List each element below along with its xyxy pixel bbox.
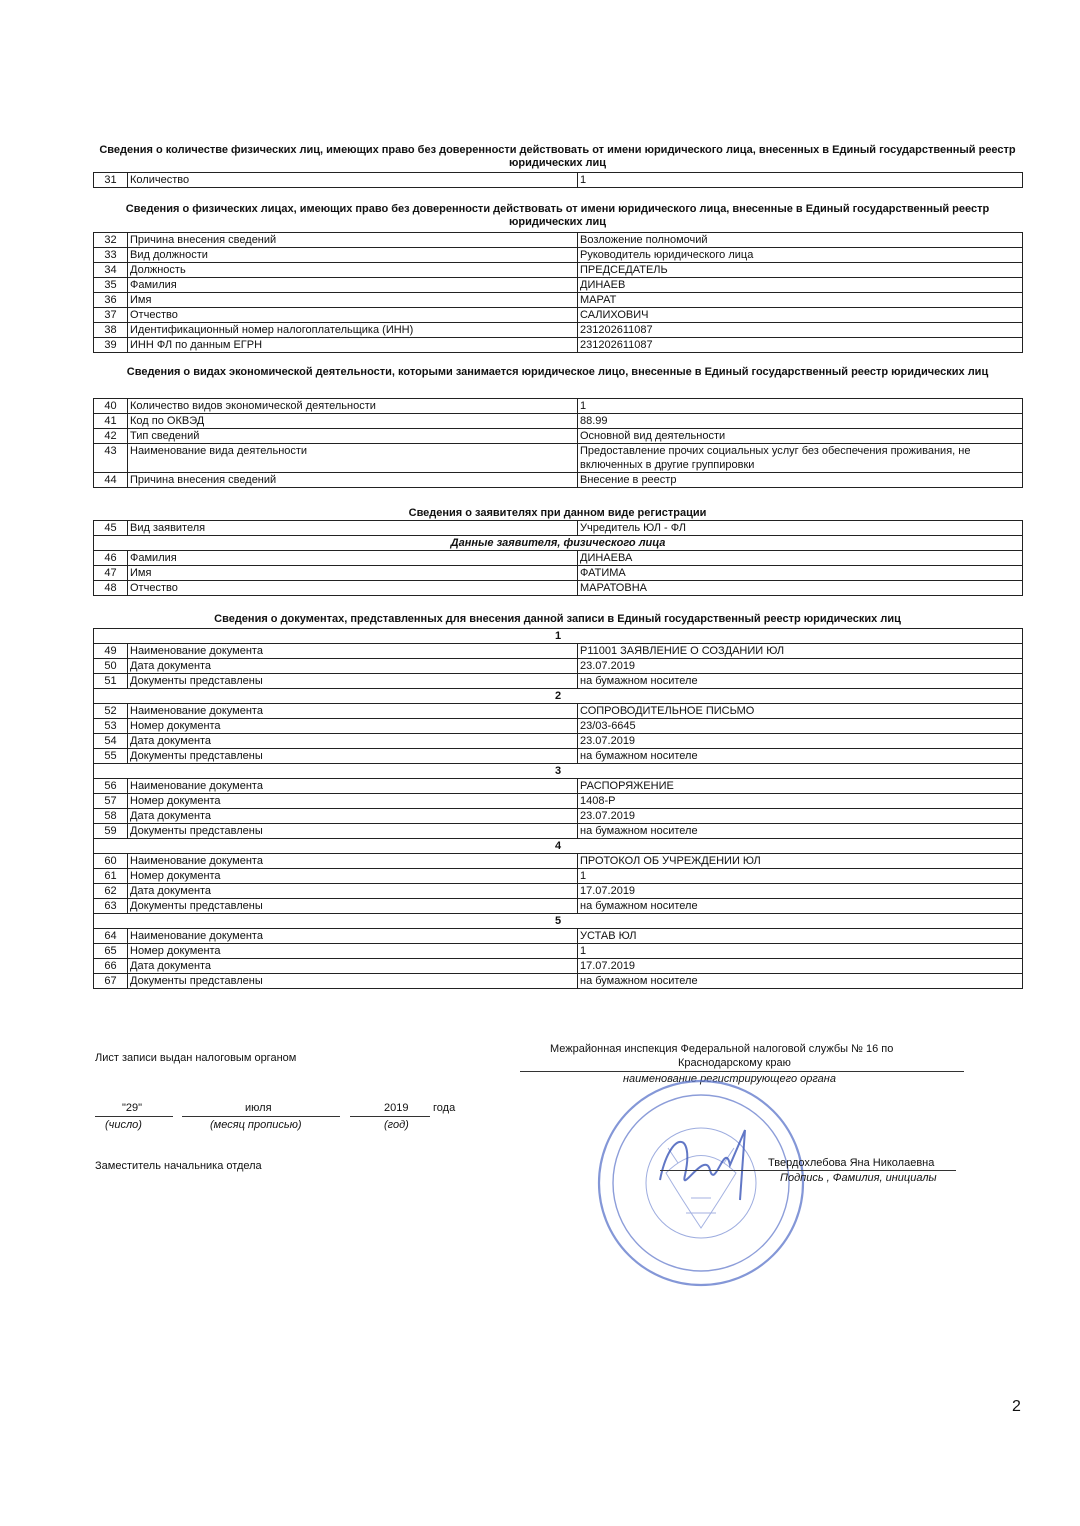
row-number: 62 — [94, 884, 128, 899]
row-label: Наименование документа — [128, 644, 578, 659]
row-number: 58 — [94, 809, 128, 824]
row-number: 42 — [94, 429, 128, 444]
table-row — [94, 674, 1023, 689]
row-label: Количество видов экономической деятельности — [128, 399, 578, 414]
row-number: 66 — [94, 959, 128, 974]
row-label: Документы представлены — [128, 824, 578, 839]
row-value: 1 — [578, 399, 1023, 414]
row-value: ПРОТОКОЛ ОБ УЧРЕЖДЕНИИ ЮЛ — [578, 854, 1023, 869]
row-number: 32 — [94, 233, 128, 248]
table-row — [94, 899, 1023, 914]
table-row — [94, 749, 1023, 764]
row-value: 17.07.2019 — [578, 884, 1023, 899]
row-label: Отчество — [128, 581, 578, 596]
row-value: 1 — [578, 869, 1023, 884]
row-label: Отчество — [128, 308, 578, 323]
row-number: 54 — [94, 734, 128, 749]
row-value: Учредитель ЮЛ - ФЛ — [578, 521, 1023, 536]
row-number: 51 — [94, 674, 128, 689]
row-value: ПРЕДСЕДАТЕЛЬ — [578, 263, 1023, 278]
subheading-row — [94, 536, 1023, 551]
table-row — [94, 233, 1023, 248]
row-label: Идентификационный номер налогоплательщика (ИНН) — [128, 323, 578, 338]
row-value: на бумажном носителе — [578, 899, 1023, 914]
row-label: Дата документа — [128, 659, 578, 674]
row-label: Дата документа — [128, 884, 578, 899]
row-number: 47 — [94, 566, 128, 581]
activities-table — [93, 398, 1023, 488]
row-number: 34 — [94, 263, 128, 278]
issued-label: Лист записи выдан налоговым органом — [95, 1052, 297, 1064]
document-group-row — [94, 839, 1023, 854]
table-row — [94, 719, 1023, 734]
row-label: Количество — [128, 173, 578, 188]
table-row — [94, 521, 1023, 536]
table-row — [94, 644, 1023, 659]
section-32-heading: Сведения о физических лицах, имеющих право без доверенности действовать от имени юридического лица, внесенные в Единый государственный реестр юридических лиц — [125, 203, 990, 228]
applicants-table — [93, 520, 1023, 596]
section-40-heading: Сведения о видах экономической деятельности, которыми занимается юридическое лицо, внесенные в Единый государственный реестр юридических лиц — [126, 366, 989, 378]
date-month: июля — [245, 1102, 272, 1114]
row-label: Тип сведений — [128, 429, 578, 444]
signer-position: Заместитель начальника отдела — [95, 1160, 262, 1172]
row-number: 65 — [94, 944, 128, 959]
row-value: на бумажном носителе — [578, 974, 1023, 989]
row-label: Имя — [128, 293, 578, 308]
row-value: ДИНАЕВ — [578, 278, 1023, 293]
row-value: на бумажном носителе — [578, 824, 1023, 839]
row-label: Фамилия — [128, 551, 578, 566]
table-row — [94, 551, 1023, 566]
row-number: 67 — [94, 974, 128, 989]
row-number: 44 — [94, 473, 128, 488]
count-table — [93, 172, 1023, 188]
persons-table — [93, 232, 1023, 353]
row-value: 88.99 — [578, 414, 1023, 429]
row-value: 23.07.2019 — [578, 809, 1023, 824]
row-label: Имя — [128, 566, 578, 581]
row-value: 231202611087 — [578, 338, 1023, 353]
row-label: Должность — [128, 263, 578, 278]
row-value: МАРАТ — [578, 293, 1023, 308]
document-group-row — [94, 914, 1023, 929]
row-label: Номер документа — [128, 794, 578, 809]
date-day-underline — [95, 1116, 173, 1117]
row-value: Руководитель юридического лица — [578, 248, 1023, 263]
row-label: Причина внесения сведений — [128, 233, 578, 248]
row-value: ДИНАЕВА — [578, 551, 1023, 566]
authority-name-line2: Краснодарскому краю — [678, 1057, 791, 1069]
row-label: Фамилия — [128, 278, 578, 293]
row-label: Документы представлены — [128, 674, 578, 689]
table-row — [94, 429, 1023, 444]
row-label: Дата документа — [128, 809, 578, 824]
table-row — [94, 659, 1023, 674]
row-value: 231202611087 — [578, 323, 1023, 338]
document-group-row — [94, 764, 1023, 779]
row-number: 50 — [94, 659, 128, 674]
table-row — [94, 566, 1023, 581]
authority-caption: наименование регистрирующего органа — [623, 1073, 836, 1085]
row-value: ФАТИМА — [578, 566, 1023, 581]
row-number: 63 — [94, 899, 128, 914]
row-number: 45 — [94, 521, 128, 536]
table-row — [94, 581, 1023, 596]
row-number: 38 — [94, 323, 128, 338]
row-number: 39 — [94, 338, 128, 353]
row-label: Код по ОКВЭД — [128, 414, 578, 429]
signer-name: Твердохлебова Яна Николаевна — [768, 1157, 935, 1169]
table-row — [94, 399, 1023, 414]
table-row — [94, 959, 1023, 974]
row-label: Номер документа — [128, 719, 578, 734]
row-label: Документы представлены — [128, 749, 578, 764]
table-row — [94, 884, 1023, 899]
row-number: 37 — [94, 308, 128, 323]
row-number: 43 — [94, 444, 128, 473]
row-number: 40 — [94, 399, 128, 414]
row-label: Наименование документа — [128, 779, 578, 794]
row-number: 41 — [94, 414, 128, 429]
table-row — [94, 444, 1023, 473]
row-value: 1408-Р — [578, 794, 1023, 809]
signer-caption: Подпись , Фамилия, инициалы — [780, 1172, 937, 1184]
section-31-heading: Сведения о количестве физических лиц, имеющих право без доверенности действовать от имени юридического лица, внесенных в Единый государственный реестр юридических лиц — [99, 144, 1016, 169]
row-value: на бумажном носителе — [578, 674, 1023, 689]
row-number: 35 — [94, 278, 128, 293]
signer-underline — [660, 1170, 956, 1171]
row-label: Документы представлены — [128, 899, 578, 914]
date-month-underline — [182, 1116, 340, 1117]
table-row — [94, 414, 1023, 429]
row-label: Дата документа — [128, 734, 578, 749]
table-row — [94, 854, 1023, 869]
date-year-suffix: года — [433, 1102, 456, 1114]
table-row — [94, 734, 1023, 749]
row-number: 60 — [94, 854, 128, 869]
row-label: Наименование документа — [128, 929, 578, 944]
applicant-subheading: Данные заявителя, физического лица — [94, 536, 1023, 551]
table-row — [94, 809, 1023, 824]
table-row — [94, 308, 1023, 323]
row-label: ИНН ФЛ по данным ЕГРН — [128, 338, 578, 353]
row-number: 61 — [94, 869, 128, 884]
authority-name-line1: Межрайонная инспекция Федеральной налоговой службы № 16 по — [550, 1043, 894, 1055]
year-caption: (год) — [384, 1119, 409, 1131]
row-number: 48 — [94, 581, 128, 596]
row-number: 59 — [94, 824, 128, 839]
row-value: Р11001 ЗАЯВЛЕНИЕ О СОЗДАНИИ ЮЛ — [578, 644, 1023, 659]
row-label: Наименование вида деятельности — [128, 444, 578, 473]
month-caption: (месяц прописью) — [210, 1119, 302, 1131]
section-45-heading: Сведения о заявителях при данном виде регистрации — [408, 507, 707, 519]
table-row — [94, 944, 1023, 959]
document-group-number: 2 — [94, 689, 1023, 704]
row-number: 53 — [94, 719, 128, 734]
row-number: 57 — [94, 794, 128, 809]
row-value: 23/03-6645 — [578, 719, 1023, 734]
row-value: 23.07.2019 — [578, 734, 1023, 749]
table-row — [94, 779, 1023, 794]
document-group-number: 3 — [94, 764, 1023, 779]
row-value: Возложение полномочий — [578, 233, 1023, 248]
table-row — [94, 263, 1023, 278]
table-row — [94, 293, 1023, 308]
row-value: 17.07.2019 — [578, 959, 1023, 974]
row-number: 46 — [94, 551, 128, 566]
row-value: Предоставление прочих социальных услуг без обеспечения проживания, не включенных в другие группировки — [578, 444, 1023, 473]
document-group-number: 1 — [94, 629, 1023, 644]
row-number: 31 — [94, 173, 128, 188]
row-value: Основной вид деятельности — [578, 429, 1023, 444]
row-label: Документы представлены — [128, 974, 578, 989]
day-caption: (число) — [105, 1119, 142, 1131]
row-label: Наименование документа — [128, 704, 578, 719]
row-number: 49 — [94, 644, 128, 659]
row-number: 56 — [94, 779, 128, 794]
row-label: Наименование документа — [128, 854, 578, 869]
table-row — [94, 323, 1023, 338]
row-value: УСТАВ ЮЛ — [578, 929, 1023, 944]
signature-mark — [650, 1120, 780, 1210]
table-row — [94, 338, 1023, 353]
section-49-heading: Сведения о документах, представленных для внесения данной записи в Единый государственный реестр юридических лиц — [214, 613, 901, 625]
row-label: Причина внесения сведений — [128, 473, 578, 488]
row-label: Номер документа — [128, 869, 578, 884]
table-row — [94, 929, 1023, 944]
document-group-number: 4 — [94, 839, 1023, 854]
row-value: 1 — [578, 173, 1023, 188]
row-value: МАРАТОВНА — [578, 581, 1023, 596]
table-row — [94, 824, 1023, 839]
date-day: "29" — [122, 1102, 143, 1114]
date-year: 2019 — [384, 1102, 409, 1114]
row-value: Внесение в реестр — [578, 473, 1023, 488]
authority-underline — [520, 1071, 964, 1072]
table-row — [94, 173, 1023, 188]
row-label: Вид должности — [128, 248, 578, 263]
row-number: 33 — [94, 248, 128, 263]
row-value: РАСПОРЯЖЕНИЕ — [578, 779, 1023, 794]
row-number: 64 — [94, 929, 128, 944]
table-row — [94, 794, 1023, 809]
row-value: на бумажном носителе — [578, 749, 1023, 764]
table-row — [94, 473, 1023, 488]
row-label: Номер документа — [128, 944, 578, 959]
row-label: Дата документа — [128, 959, 578, 974]
row-value: 23.07.2019 — [578, 659, 1023, 674]
row-number: 36 — [94, 293, 128, 308]
row-value: САЛИХОВИЧ — [578, 308, 1023, 323]
date-year-underline — [350, 1116, 430, 1117]
documents-table — [93, 628, 1023, 989]
row-label: Вид заявителя — [128, 521, 578, 536]
document-group-row — [94, 689, 1023, 704]
row-value: СОПРОВОДИТЕЛЬНОЕ ПИСЬМО — [578, 704, 1023, 719]
table-row — [94, 278, 1023, 293]
table-row — [94, 704, 1023, 719]
page-number: 2 — [1012, 1398, 1021, 1415]
row-value: 1 — [578, 944, 1023, 959]
table-row — [94, 869, 1023, 884]
table-row — [94, 248, 1023, 263]
document-group-row — [94, 629, 1023, 644]
document-group-number: 5 — [94, 914, 1023, 929]
table-row — [94, 974, 1023, 989]
row-number: 55 — [94, 749, 128, 764]
row-number: 52 — [94, 704, 128, 719]
